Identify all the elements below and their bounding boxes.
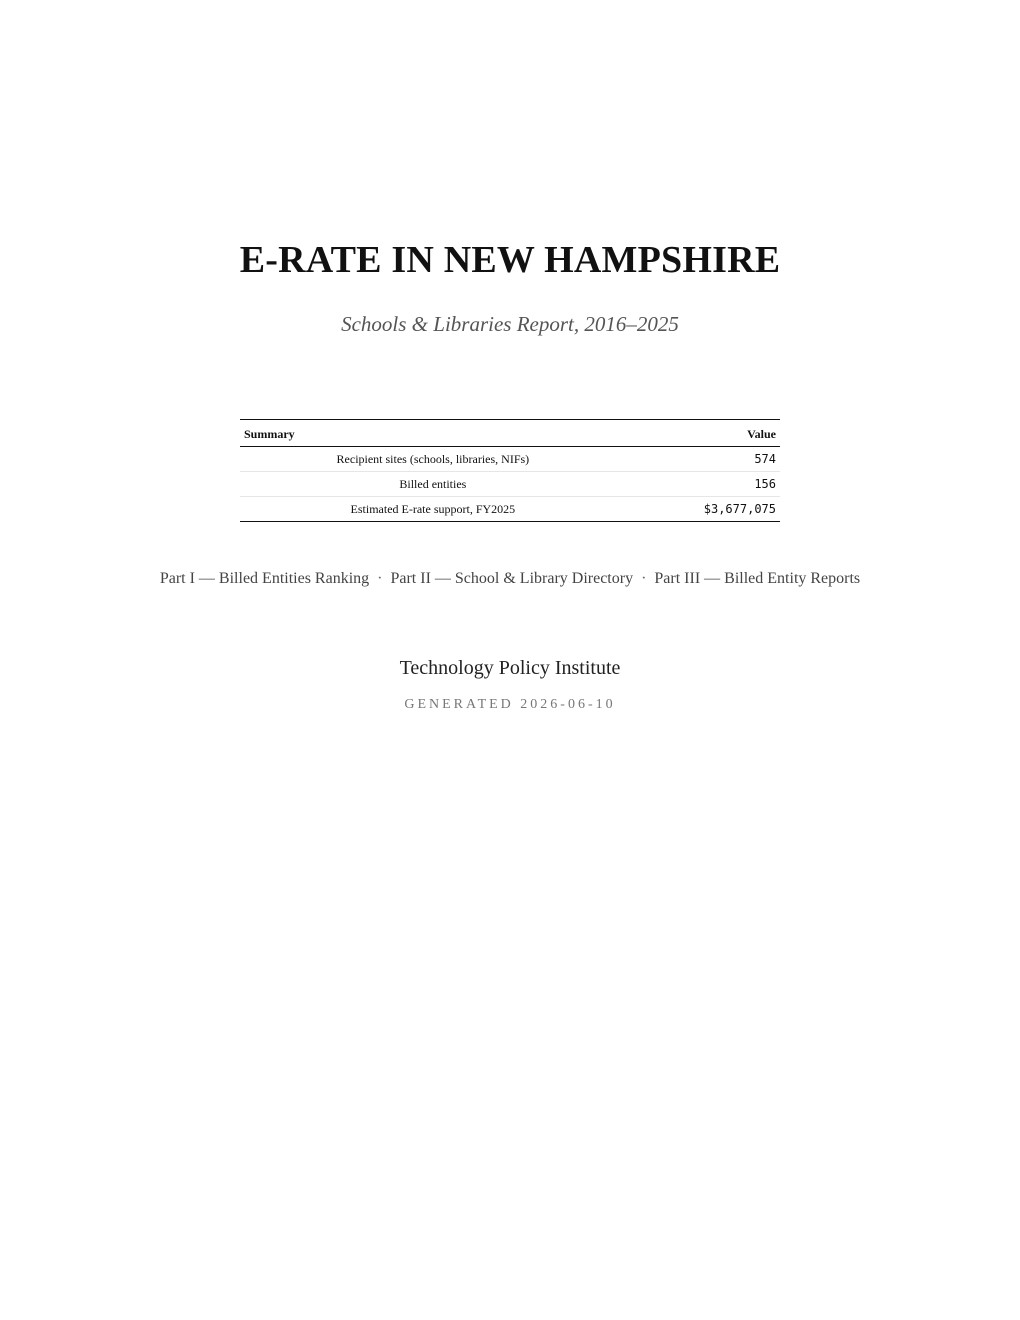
report-parts-list [0,570,1020,588]
organization-name: Technology Policy Institute [399,657,621,679]
estimated-support-value: $3,677,075 [703,502,776,516]
summary-table-header-row [240,420,780,447]
recipient-sites-label: Recipient sites (schools, libraries, NIFs) [240,447,626,472]
table-row [240,472,780,497]
billed-entities-label: Billed entities [240,472,626,497]
part-3-link[interactable]: Part III — Billed Entity Reports [654,570,861,587]
part-1-link[interactable]: Part I — Billed Entities Ranking [159,570,370,587]
summary-column-header: Summary [240,420,626,447]
report-title: E-RATE IN NEW HAMPSHIRE [239,239,781,281]
separator-dot: · [377,570,383,587]
estimated-support-label: Estimated E-rate support, FY2025 [350,501,516,516]
billed-entities-value: 156 [626,472,780,497]
table-row [240,497,780,522]
recipient-sites-value: 574 [626,447,780,472]
summary-table [240,419,780,522]
separator-dot: · [641,570,647,587]
generated-date: GENERATED 2026-06-10 [404,697,616,712]
report-subtitle: Schools & Libraries Report, 2016–2025 [341,312,679,336]
part-2-link[interactable]: Part II — School & Library Directory [390,570,634,587]
table-row [240,447,780,472]
value-column-header: Value [626,420,780,447]
